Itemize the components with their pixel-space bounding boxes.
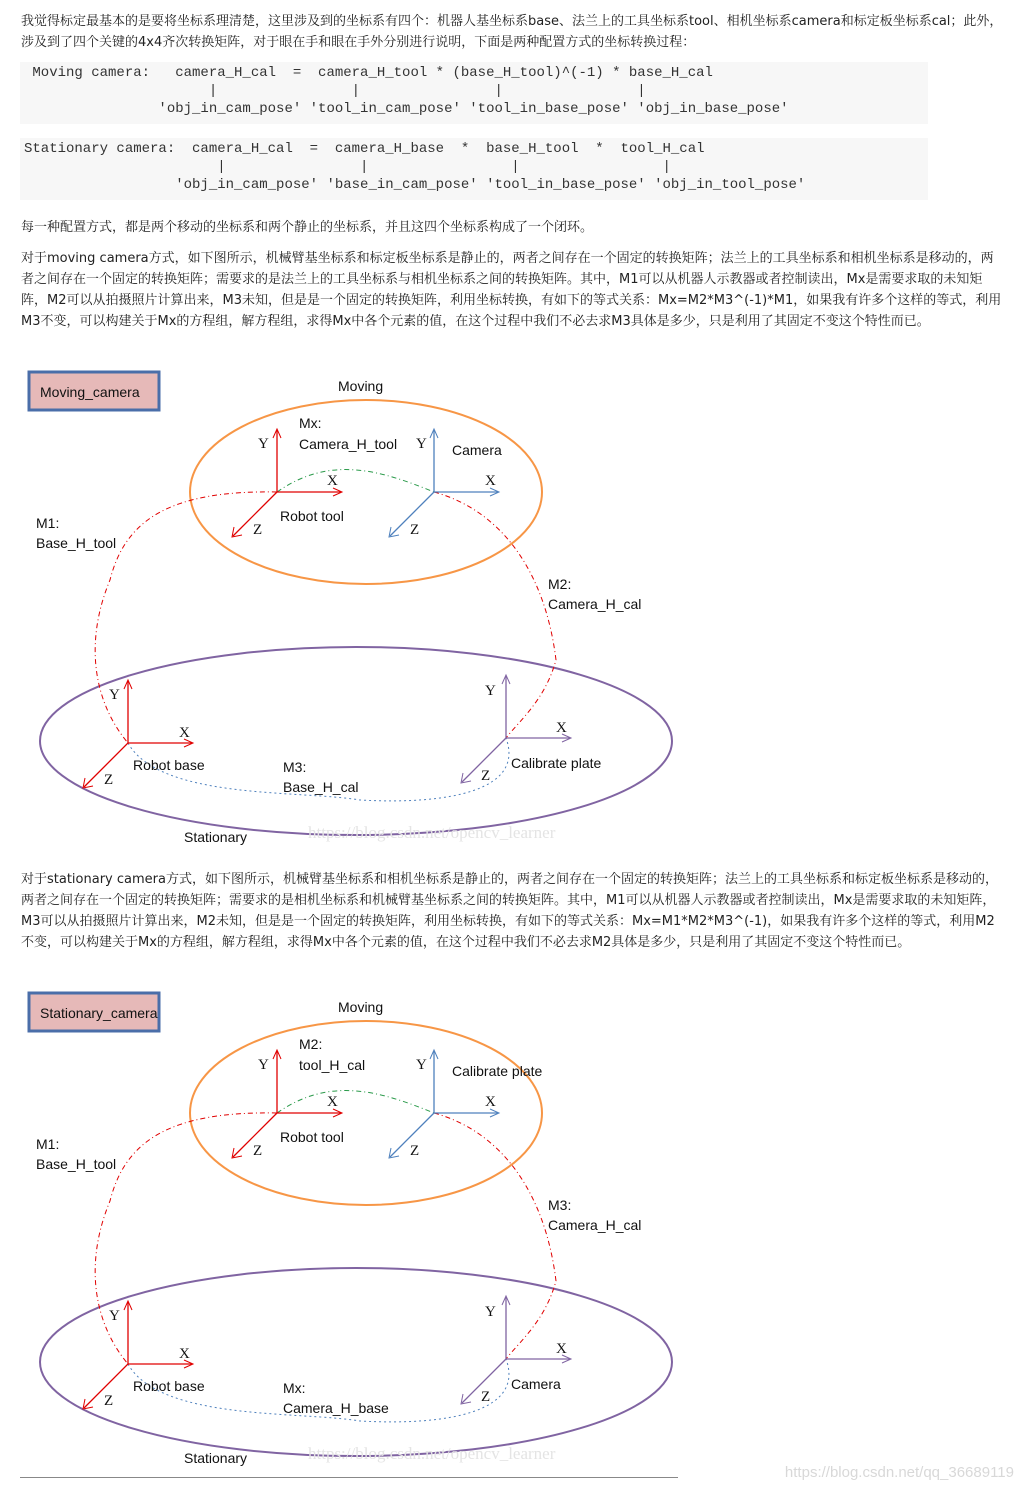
stationary-paragraph: 对于stationary camera方式，如下图所示，机械臂基坐标系和相机坐标系是静止的，两者之间存在一个固定的转换矩阵；法兰上的工具坐标系和标定板坐标系是移动的，两者之间存在一个固定的转换矩阵；需要求的是相机坐标系和机械臂基坐标系之间的转换矩阵。其中，M1可以从机器人示教器或者控制读出，Mx是需要求取的未知矩阵，M3可以从拍摄照片计算出来，M2未知，但是是一个固定的转换矩阵，利用坐标转换，有如下的等式关系：Mx=M1*M2*M3^(-1)，如果我有许多个这样的等式，利用M2不变，可以构建关于Mx的方程组，解方程组，求得Mx中各个元素的值，在这个过程中我们不必去求M2具体是多少，只是利用了其固定不变这个特性而已。 (21, 872, 998, 950)
badge-label: Moving_camera (40, 384, 140, 400)
axis-letter: Z (104, 772, 114, 788)
axis-letter: Z (410, 1143, 420, 1159)
footer-watermark: https://blog.csdn.net/qq_36689119 (784, 1464, 1014, 1481)
top-right-frame-label: Calibrate plate (452, 1063, 543, 1079)
code-stationary-camera (20, 138, 928, 200)
moving-camera-diagram (0, 360, 700, 860)
axis-letter: X (556, 720, 567, 736)
axis-letter: X (179, 1346, 190, 1362)
bottom-matrix-name: Base_H_cal (283, 779, 359, 795)
axis-letter: Y (416, 436, 427, 452)
intro-paragraph: 我觉得标定最基本的是要将坐标系理清楚，这里涉及到的坐标系有四个：机器人基坐标系base、法兰上的工具坐标系tool、相机坐标系camera和标定板坐标系cal；此外，涉及到了四个关键的4x4齐次转换矩阵，对于眼在手和眼在手外分别进行说明，下面是两种配置方式的坐标转换过程： (21, 14, 1003, 50)
bottom-matrix-label: Mx: (283, 1380, 306, 1396)
bottom-matrix-label: M3: (283, 759, 307, 775)
axis-letter: Y (258, 1057, 269, 1073)
stationary-camera-diagram (0, 981, 700, 1481)
axis-letter: X (485, 473, 496, 489)
code-line: 'obj_in_cam_pose' 'tool_in_cam_pose' 'tool_in_base_pose' 'obj_in_base_pose' (24, 101, 789, 117)
stationary-title: Stationary (184, 1450, 248, 1466)
robot-base-label: Robot base (133, 757, 205, 773)
watermark: https://blog.csdn.net/opencv_learner (308, 823, 556, 842)
link-curve (434, 1113, 556, 1359)
code-line: | | | | (24, 159, 671, 175)
stationary-title: Stationary (184, 829, 248, 845)
code-line: | | | | (24, 83, 646, 99)
stationary-ellipse (40, 647, 672, 835)
right-matrix-name: Camera_H_cal (548, 1217, 642, 1233)
top-matrix-label: Mx: (299, 415, 322, 431)
axis-letter: Z (253, 522, 263, 538)
bottom-right-frame-label: Calibrate plate (511, 755, 602, 771)
badge-label: Stationary_camera (40, 1005, 158, 1021)
link-curve (95, 492, 277, 743)
axis-letter: Z (253, 1143, 263, 1159)
top-matrix-name: tool_H_cal (299, 1057, 366, 1073)
axis-letter: Y (109, 687, 120, 703)
moving-paragraph: 对于moving camera方式，如下图所示，机械臂基坐标系和标定板坐标系是静止的，两者之间存在一个固定的转换矩阵；法兰上的工具坐标系和相机坐标系是移动的，两者之间存在一个固定的转换矩阵；需要求的是法兰上的工具坐标系与相机坐标系之间的转换矩阵。其中，M1可以从机器人示教器或者控制读出，Mx是需要求取的未知矩阵，M2可以从拍摄照片计算出来，M3未知，但是是一个固定的转换矩阵，利用坐标转换，有如下的等式关系：Mx=M2*M3^(-1)*M1，如果我有许多个这样的等式，利用M3不变，可以构建关于Mx的方程组，解方程组，求得Mx中各个元素的值，在这个过程中我们不必去求M3具体是多少，只是利用了其固定不变这个特性而已。 (21, 251, 1002, 329)
robot-base-label: Robot base (133, 1378, 205, 1394)
axis-letter: Y (485, 683, 496, 699)
code-line: 'obj_in_cam_pose' 'base_in_cam_pose' 'tool_in_base_pose' 'obj_in_tool_pose' (24, 177, 806, 193)
bottom-matrix-name: Camera_H_base (283, 1400, 389, 1416)
link-curve (434, 492, 556, 738)
moving-title: Moving (338, 378, 384, 394)
link-curve (277, 1091, 434, 1113)
moving-title: Moving (338, 999, 384, 1015)
loop-paragraph: 每一种配置方式，都是两个移动的坐标系和两个静止的坐标系，并且这四个坐标系构成了一个闭环。 (21, 220, 594, 235)
link-curve (277, 470, 434, 492)
axis-letter: Y (416, 1057, 427, 1073)
right-matrix-label: M3: (548, 1197, 572, 1213)
bottom-right-frame-label: Camera (511, 1376, 561, 1392)
axis-letter: Z (410, 522, 420, 538)
robot-tool-label: Robot tool (280, 1129, 344, 1145)
stationary-ellipse (40, 1268, 672, 1456)
left-matrix-name: Base_H_tool (36, 1156, 117, 1172)
link-curve (95, 1113, 277, 1364)
right-matrix-name: Camera_H_cal (548, 596, 642, 612)
top-right-frame-label: Camera (452, 442, 502, 458)
left-matrix-name: Base_H_tool (36, 535, 117, 551)
divider (20, 1477, 678, 1478)
top-matrix-name: Camera_H_tool (299, 436, 398, 452)
axis-letter: X (485, 1094, 496, 1110)
axis-letter: Z (481, 1389, 491, 1405)
axis-letter: Y (485, 1304, 496, 1320)
top-matrix-label: M2: (299, 1036, 323, 1052)
right-matrix-label: M2: (548, 576, 572, 592)
code-line: Moving camera: camera_H_cal = camera_H_tool * (base_H_tool)^(-1) * base_H_cal (24, 65, 713, 81)
axis-letter: Y (258, 436, 269, 452)
left-matrix-label: M1: (36, 1136, 60, 1152)
axis-letter: Z (481, 768, 491, 784)
robot-tool-label: Robot tool (280, 508, 344, 524)
left-matrix-label: M1: (36, 515, 60, 531)
axis-letter: X (327, 473, 338, 489)
axis-letter: Z (104, 1393, 114, 1409)
axis-letter: X (179, 725, 190, 741)
watermark: https://blog.csdn.net/opencv_learner (308, 1444, 556, 1463)
axis-letter: X (327, 1094, 338, 1110)
axis-letter: Y (109, 1308, 120, 1324)
code-line: Stationary camera: camera_H_cal = camera_H_base * base_H_tool * tool_H_cal (24, 141, 705, 157)
axis-letter: X (556, 1341, 567, 1357)
code-moving-camera (20, 62, 928, 124)
